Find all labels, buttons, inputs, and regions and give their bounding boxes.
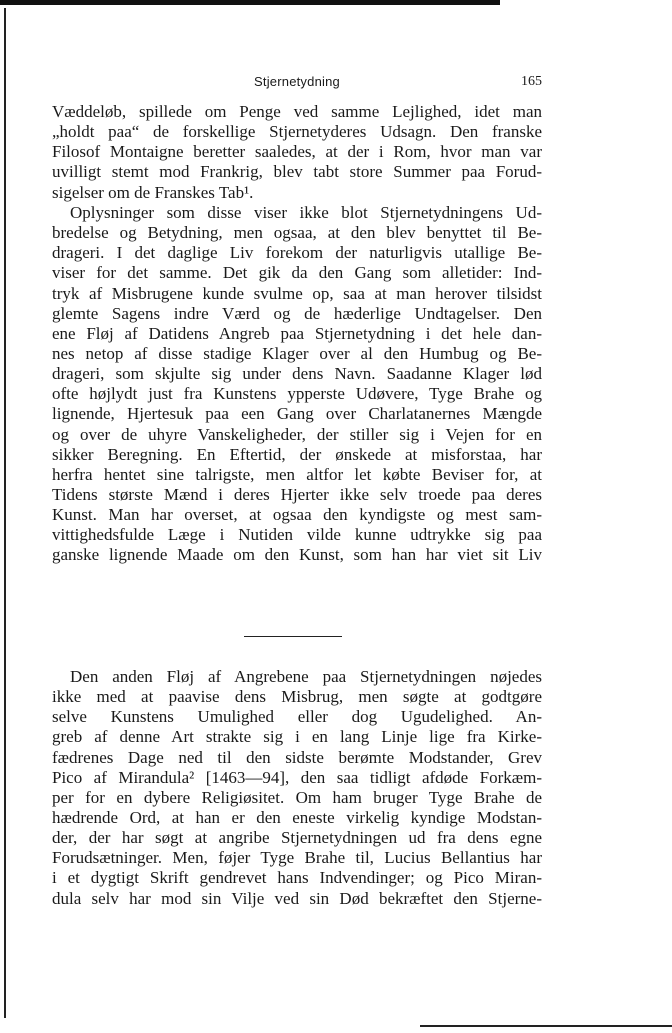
text-line: per for en dybere Religiøsitet. Om ham bruger Tyge Brahe de bbox=[52, 787, 542, 807]
text-line: Filosof Montaigne beretter saaledes, at der i Rom, hvor man var bbox=[52, 142, 542, 162]
text-line: bredelse og Betydning, men ogsaa, at den blev benyttet til Be- bbox=[52, 223, 542, 243]
text-line: drageri, som skjulte sig under dens Navn. Saadanne Klager lød bbox=[52, 364, 542, 384]
text-line: ikke med at paavise dens Misbrug, men søgte at godtgøre bbox=[52, 687, 542, 707]
text-line: „holdt paa“ de forskellige Stjernetyderes Udsagn. Den franske bbox=[52, 122, 542, 142]
text-line: uvilligt stemt mod Frankrig, blev tabt store Summer paa Forud- bbox=[52, 162, 542, 182]
text-line: viser for det samme. Det gik da den Gang som alletider: Ind- bbox=[52, 263, 542, 283]
text-line: sikker Beregning. En Eftertid, der ønskede at misforstaa, har bbox=[52, 444, 542, 464]
paragraph-1 bbox=[52, 102, 542, 203]
text-line: dula selv har mod sin Vilje ved sin Død bekræftet den Stjerne- bbox=[52, 888, 542, 908]
text-line: tryk af Misbrugene kunde svulme op, saa at man herover tilsidst bbox=[52, 283, 542, 303]
page-left-edge-rule bbox=[4, 8, 6, 1018]
text-line: Forudsætninger. Men, føjer Tyge Brahe til, Lucius Bellantius har bbox=[52, 848, 542, 868]
page-number: 165 bbox=[521, 74, 542, 89]
text-line: sigelser om de Franskes Tab¹. bbox=[52, 182, 254, 202]
text-line: hædrende Ord, at han er den eneste virkelig kyndige Modstan- bbox=[52, 807, 542, 827]
text-line: glemte Sagens indre Værd og de hæderlige Undtagelser. Den bbox=[52, 303, 542, 323]
running-title: Stjernetydning bbox=[254, 74, 340, 89]
text-line: der, der har søgt at angribe Stjernetydningen ud fra dens egne bbox=[52, 828, 542, 848]
page-top-edge-rule bbox=[0, 0, 500, 5]
text-line: ofte højlydt just fra Kunstens ypperste Udøvere, Tyge Brahe og bbox=[52, 384, 542, 404]
text-line: drageri. I det daglige Liv forekom der naturligvis utallige Be- bbox=[52, 243, 542, 263]
text-line: selve Kunstens Umulighed eller dog Ugudelighed. An- bbox=[52, 707, 542, 727]
text-line: greb af denne Art strakte sig i en lang Linje lige fra Kirke- bbox=[52, 727, 542, 747]
text-line: Væddeløb, spillede om Penge ved samme Lejlighed, idet man bbox=[52, 102, 542, 121]
text-line: Den anden Fløj af Angrebene paa Stjernetydningen nøjedes bbox=[70, 667, 542, 686]
section-divider bbox=[244, 636, 342, 637]
text-line: ene Fløj af Datidens Angreb paa Stjernetydning i det hele dan- bbox=[52, 323, 542, 343]
paragraph-2 bbox=[52, 203, 542, 566]
text-line: Kunst. Man har overset, at ogsaa den kyndigste og mest sam- bbox=[52, 505, 542, 525]
text-line: i et dygtigt Skrift gendrevet hans Indvendinger; og Pico Miran- bbox=[52, 868, 542, 888]
text-line: vittighedsfulde Læge i Nutiden vilde kunne udtrykke sig paa bbox=[52, 525, 542, 545]
text-line: lignende, Hjertesuk paa een Gang over Charlatanernes Mængde bbox=[52, 404, 542, 424]
page-bottom-edge-rule bbox=[420, 1025, 672, 1027]
text-line: herfra hentet sine talrigste, men altfor let købte Beviser for, at bbox=[52, 464, 542, 484]
text-line: Pico af Mirandula² [1463—94], den saa tidligt afdøde Forkæm- bbox=[52, 767, 542, 787]
paragraph-3 bbox=[52, 667, 542, 909]
text-line: fædrenes Dage ned til den sidste berømte Modstander, Grev bbox=[52, 747, 542, 767]
text-line: ganske lignende Maade om den Kunst, som han har viet sit Liv bbox=[52, 545, 542, 565]
text-line: Tidens største Mænd i deres Hjerter ikke selv troede paa deres bbox=[52, 484, 542, 504]
page-header bbox=[52, 74, 542, 94]
text-line: nes netop af disse stadige Klager over al den Humbug og Be- bbox=[52, 343, 542, 363]
text-line: Oplysninger som disse viser ikke blot Stjernetydningens Ud- bbox=[70, 203, 542, 222]
text-line: og over de uhyre Vanskeligheder, der stiller sig i Vejen for en bbox=[52, 424, 542, 444]
